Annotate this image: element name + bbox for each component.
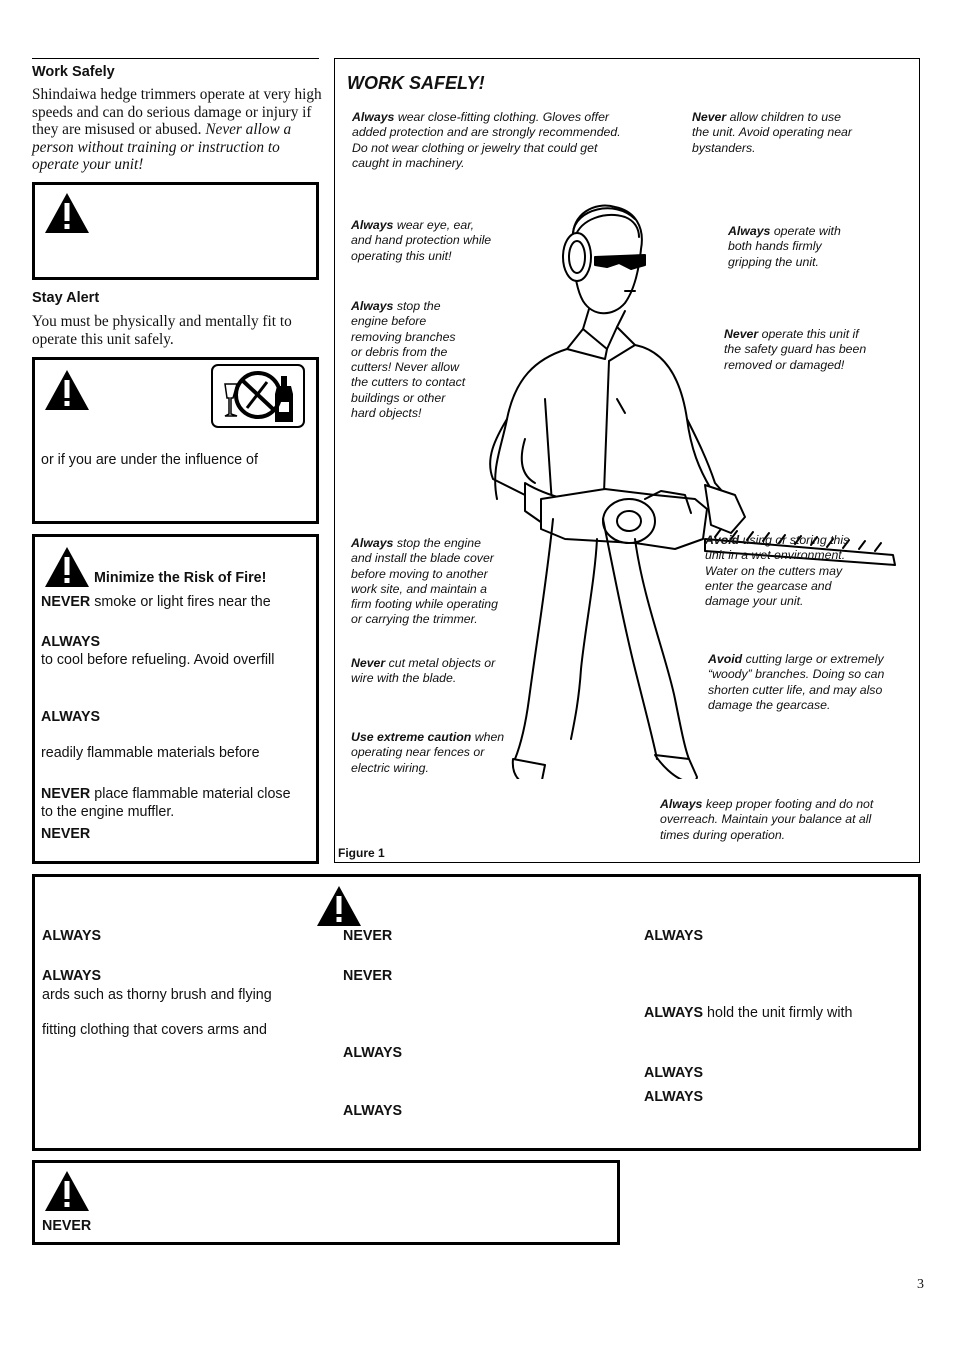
stay-alert-paragraph: You must be physically and mentally fit to operate this unit safely. <box>32 313 292 348</box>
warning-box-1 <box>32 182 319 280</box>
bottom-never: NEVER <box>42 1218 92 1234</box>
warning-icon <box>315 884 363 928</box>
figure-title: WORK SAFELY! <box>347 73 485 93</box>
work-safely-paragraph <box>32 86 324 174</box>
col3-always-4: ALWAYS <box>644 1089 704 1105</box>
col2-always-2: ALWAYS <box>343 1103 403 1119</box>
warning-box-wide <box>32 874 921 1151</box>
warning-icon <box>43 545 91 589</box>
fire-line-4: ALWAYS <box>41 709 101 725</box>
figure-label: Figure 1 <box>338 846 385 860</box>
fire-line-1: NEVER smoke or light fires near the <box>41 594 271 610</box>
caption-blade-cover: Always stop the engine and install the blade cover before moving to another work site, and maintain a firm footing while operating or carrying the trimmer. <box>351 536 498 627</box>
col1-line-4: fitting clothing that covers arms and <box>42 1022 267 1038</box>
fire-line-7: to the engine muffler. <box>41 804 175 820</box>
caption-both-hands: Always operate with both hands firmly gripping the unit. <box>728 224 841 269</box>
col3-always-3: ALWAYS <box>644 1065 704 1081</box>
top-rule <box>32 58 319 59</box>
warning-box-bottom <box>32 1160 620 1245</box>
fire-line-5: readily flammable materials before <box>41 745 260 761</box>
caption-metal-objects: Never cut metal objects or wire with the blade. <box>351 656 496 686</box>
col2-always-1: ALWAYS <box>343 1045 403 1061</box>
fire-line-8: NEVER <box>41 826 91 842</box>
no-alcohol-drugs-icon <box>211 364 305 428</box>
fire-title: Minimize the Risk of Fire! <box>94 570 267 586</box>
fire-line-6: NEVER place flammable material close <box>41 786 291 802</box>
fire-line-2: ALWAYS <box>41 634 101 650</box>
caption-stop-engine: Always stop the engine before removing branches or debris from the cutters! Never allow the cutters to contact buildings or other hard objects! <box>351 299 466 421</box>
col2-never-2: NEVER <box>343 968 393 984</box>
col1-always-2: ALWAYS <box>42 968 102 984</box>
warning-icon <box>43 368 91 412</box>
alcohol-line: or if you are under the influence of <box>41 452 258 468</box>
work-safely-text: Shindaiwa hedge trimmers operate at very high speeds and can do serious damage or injury if they are misused or abused. <box>32 86 322 138</box>
caption-wet-environment: Avoid using or storing this unit in a wet environment. Water on the cutters may enter the gearcase and damage your unit. <box>705 533 850 609</box>
warning-box-alcohol <box>32 357 319 524</box>
caption-footing: Always keep proper footing and do not overreach. Maintain your balance at all times during operation. <box>660 797 874 842</box>
caption-woody-branches: Avoid cutting large or extremely “woody” branches. Doing so can shorten cutter life, and may also damage the gearcase. <box>708 652 885 712</box>
warning-box-fire <box>32 534 319 864</box>
caption-clothing: Always wear close-fitting clothing. Gloves offer added protection and are strongly recommended. Do not wear clothing or jewelry that could get caught in machinery. <box>352 110 621 170</box>
col3-line-2: ALWAYS hold the unit firmly with <box>644 1005 853 1021</box>
warning-icon <box>43 191 91 235</box>
col1-always-1: ALWAYS <box>42 928 102 944</box>
work-safely-heading: Work Safely <box>32 64 115 80</box>
caption-safety-guard: Never operate this unit if the safety guard has been removed or damaged! <box>724 327 867 372</box>
stay-alert-heading: Stay Alert <box>32 290 100 306</box>
caption-protection: Always wear eye, ear, and hand protection while operating this unit! <box>351 218 492 263</box>
caption-extreme-caution: Use extreme caution when operating near fences or electric wiring. <box>351 730 505 775</box>
caption-children: Never allow children to use the unit. Avoid operating near bystanders. <box>692 110 852 155</box>
work-safely-italic: Never allow a person without training or instruction to operate your unit! <box>32 121 292 173</box>
col2-never-1: NEVER <box>343 928 393 944</box>
col3-always-1: ALWAYS <box>644 928 704 944</box>
fire-line-3: to cool before refueling. Avoid overfill <box>41 652 275 668</box>
page-number: 3 <box>917 1277 924 1292</box>
warning-icon <box>43 1169 91 1213</box>
col1-line-3: ards such as thorny brush and flying <box>42 987 272 1003</box>
figure-1 <box>334 58 920 863</box>
